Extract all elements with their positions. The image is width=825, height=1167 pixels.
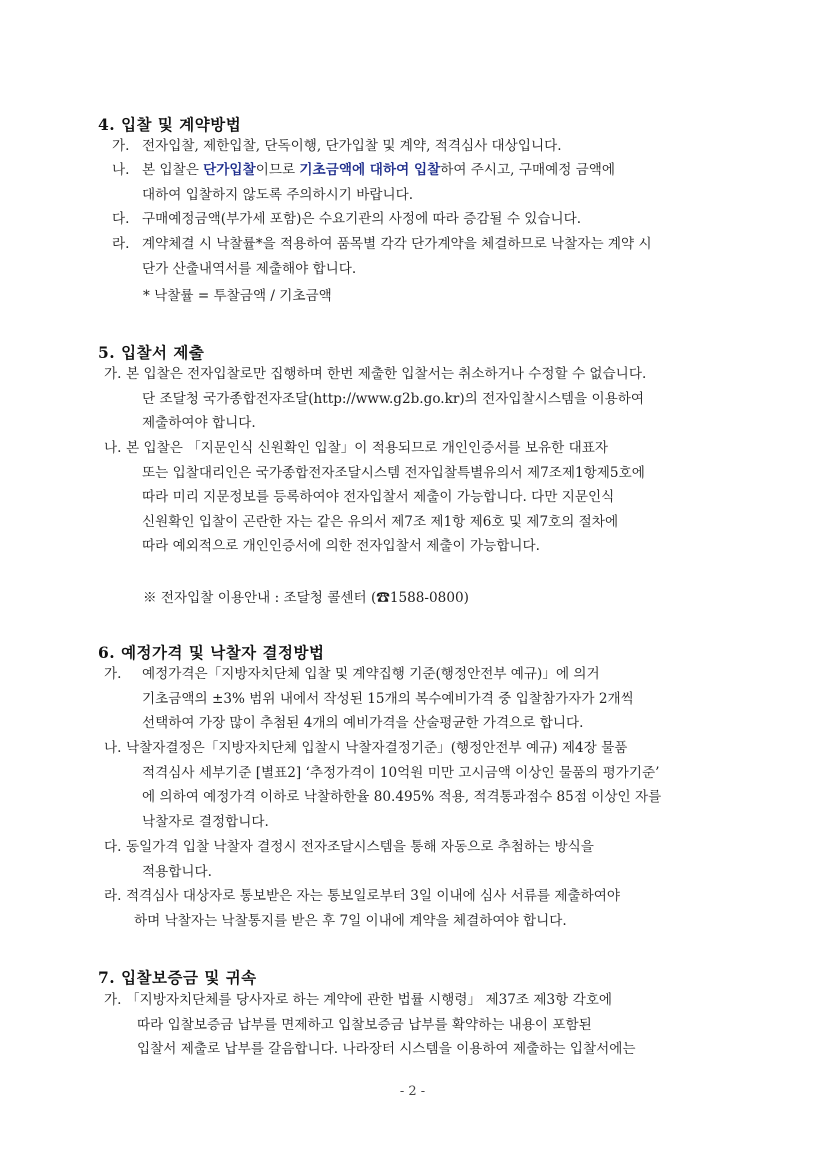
highlight-unit-price-bid: 단가입찰 xyxy=(203,162,256,178)
item-text: 구매예정금액(부가세 포함)은 수요기관의 사정에 따라 증감될 수 있습니다. xyxy=(142,211,582,227)
item-text: 기초금액의 ±3% 범위 내에서 작성된 15개의 복수예비가격 중 입찰참가자가 2개씩 xyxy=(142,690,634,707)
item-text: 「지방자치단체를 당사자로 하는 계약에 관한 법률 시행령」 제37조 제3항 각호에 xyxy=(126,992,612,1008)
item-text: 대하여 입찰하지 않도록 주의하시기 바랍니다. xyxy=(142,186,414,203)
highlight-base-amount-bid: 기초금액에 대하여 입찰 xyxy=(299,162,441,178)
item-label: 나. xyxy=(112,162,130,178)
section-4-item-na xyxy=(112,158,732,207)
item-text: 에 의하여 예정가격 이하로 낙찰하한율 80.495% 적용, 적격통과점수 85점 이상인 자를 xyxy=(142,789,662,805)
section-title-4: 4. 입찰 및 계약방법 xyxy=(98,115,242,134)
item-text: 제출하여야 합니다. xyxy=(142,415,256,431)
section-4-item-ra xyxy=(112,232,732,281)
section-7-item-ga xyxy=(104,988,734,1062)
item-text: 동일가격 입찰 낙찰자 결정시 전자조달시스템을 통해 자동으로 추첨하는 방식을 xyxy=(126,839,594,855)
item-label: 가. xyxy=(104,992,122,1008)
item-text: 또는 입찰대리인은 국가종합전자조달시스템 전자입찰특별유의서 제7조제1항제5호에 xyxy=(142,464,645,481)
section-6-item-ra xyxy=(104,884,734,933)
item-label: 나. xyxy=(104,440,122,456)
item-text: 하며 낙찰자는 낙찰통지를 받은 후 7일 이내에 계약을 체결하여야 합니다. xyxy=(134,912,567,929)
item-text: 적격심사 세부기준 [별표2] ‘추정가격이 10억원 미만 고시금액 이상인 물품의 평가기준’ xyxy=(142,764,660,781)
footnote-bid-rate: * 낙찰률 = 투찰금액 / 기초금액 xyxy=(143,288,332,304)
item-label: 다. xyxy=(112,211,130,227)
section-title-6: 6. 예정가격 및 낙찰자 결정방법 xyxy=(98,643,325,662)
section-title-5: 5. 입찰서 제출 xyxy=(98,343,205,362)
item-label: 가. xyxy=(104,666,122,682)
item-text: 본 입찰은 전자입찰로만 집행하며 한번 제출한 입찰서는 취소하거나 수정할 수 없습니다. xyxy=(126,366,647,382)
item-text: 단 조달청 국가종합전자조달(http://www.g2b.go.kr)의 전자입찰시스템을 이용하여 xyxy=(142,390,644,407)
item-text: 적격심사 대상자로 통보받은 자는 통보일로부터 3일 이내에 심사 서류를 제출하여야 xyxy=(126,888,621,904)
item-text: 신원확인 입찰이 곤란한 자는 같은 유의서 제7조 제1항 제6호 및 제7호의 절차에 xyxy=(142,513,619,530)
item-label: 나. xyxy=(104,740,122,756)
item-text: 전자입찰, 제한입찰, 단독이행, 단가입찰 및 계약, 적격심사 대상입니다. xyxy=(142,138,562,154)
item-text: 적용합니다. xyxy=(142,863,212,880)
item-label: 다. xyxy=(104,839,122,855)
item-text: 계약체결 시 낙찰률*을 적용하여 품목별 각각 단가계약을 체결하므로 낙찰자는 계약 시 xyxy=(142,236,652,252)
section-6-item-da xyxy=(104,835,734,884)
item-text: 따라 입찰보증금 납부를 면제하고 입찰보증금 납부를 확약하는 내용이 포함된 xyxy=(137,1016,592,1033)
page-number: - 2 - xyxy=(399,1084,426,1099)
section-4-item-da xyxy=(112,207,732,232)
section-5-item-na xyxy=(104,436,734,559)
text-fragment: 이므로 xyxy=(255,162,300,178)
item-label: 라. xyxy=(112,236,130,252)
section-6-item-na xyxy=(104,736,734,834)
item-text: 본 입찰은 「지문인식 신원확인 입찰」이 적용되므로 개인인증서를 보유한 대표자 xyxy=(126,440,608,456)
item-text: 입찰서 제출로 납부를 갈음합니다. 나라장터 시스템을 이용하여 제출하는 입찰서에는 xyxy=(137,1041,636,1057)
item-text: 단가 산출내역서를 제출해야 합니다. xyxy=(142,260,357,277)
item-text: 예정가격은「지방자치단체 입찰 및 계약집행 기준(행정안전부 예규)」에 의거 xyxy=(142,666,600,682)
text-fragment: 하여 주시고, 구매예정 금액에 xyxy=(440,162,616,178)
item-text: 따라 미리 지문정보를 등록하여야 전자입찰서 제출이 가능합니다. 다만 지문인식 xyxy=(142,489,615,505)
section-4-item-ga xyxy=(112,134,732,159)
text-fragment: 본 입찰은 xyxy=(142,162,204,178)
section-title-7: 7. 입찰보증금 및 귀속 xyxy=(98,968,257,987)
item-text: 따라 예외적으로 개인인증서에 의한 전자입찰서 제출이 가능합니다. xyxy=(142,538,540,554)
section-5-item-ga xyxy=(104,362,734,436)
item-text: 낙찰자결정은「지방자치단체 입찰시 낙찰자결정기준」(행정안전부 예규) 제4장 물품 xyxy=(126,740,628,756)
item-label: 가. xyxy=(112,138,130,154)
call-center-notice: ※ 전자입찰 이용안내 : 조달청 콜센터 (☎1588-0800) xyxy=(143,590,469,606)
item-text: 선택하여 가장 많이 추첨된 4개의 예비가격을 산술평균한 가격으로 합니다. xyxy=(142,715,584,731)
item-label: 라. xyxy=(104,888,122,904)
section-6-item-ga xyxy=(104,662,734,736)
item-text-line1 xyxy=(142,158,732,183)
item-text: 낙찰자로 결정합니다. xyxy=(142,813,269,830)
item-label: 가. xyxy=(104,366,122,382)
